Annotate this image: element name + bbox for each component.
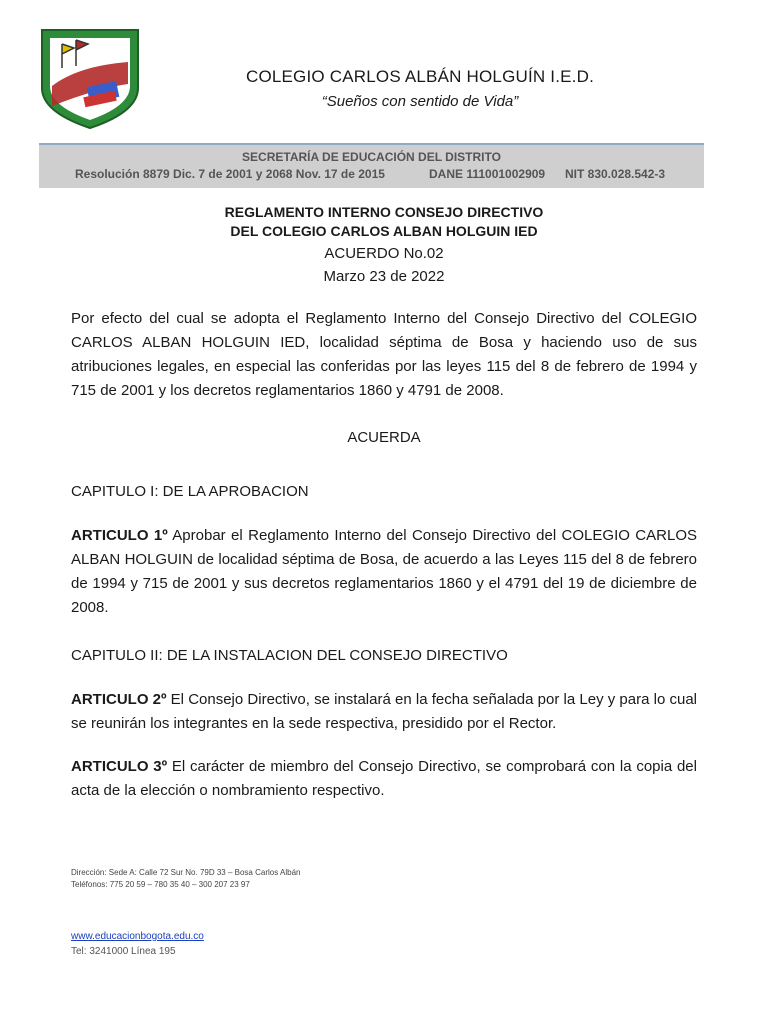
school-motto: “Sueños con sentido de Vida” <box>321 93 519 110</box>
document-title-line1: REGLAMENTO INTERNO CONSEJO DIRECTIVO <box>224 204 544 220</box>
acuerda-heading: ACUERDA <box>347 429 421 446</box>
document-title-line2: DEL COLEGIO CARLOS ALBAN HOLGUIN IED <box>230 223 538 239</box>
school-name: COLEGIO CARLOS ALBÁN HOLGUÍN I.E.D. <box>245 67 595 86</box>
secretaria-title: SECRETARÍA DE EDUCACIÓN DEL DISTRITO <box>242 150 501 164</box>
website-link[interactable]: www.educacionbogota.edu.co <box>71 931 204 942</box>
intro-paragraph: Por efecto del cual se adopta el Reglamento Interno del Consejo Directivo del COLEGIO CARLOS ALBAN HOLGUIN IED, localidad séptima de Bosa y haciendo uso de sus atribuciones legales, en especial las conferidas por las leyes 115 del 8 de febrero de 1994 y 715 de 2001 y los decretos reglamentarios 1860 y 4791 de 2008. <box>71 310 697 399</box>
articulo-1-label: ARTICULO 1º <box>71 527 168 544</box>
articulo-2-text: El Consejo Directivo, se instalará en la fecha señalada por la Ley y para lo cual se reunirán los integrantes en la sede respectiva, presidido por el Rector. <box>71 691 698 732</box>
capitulo-2-heading: CAPITULO II: DE LA INSTALACION DEL CONSEJO DIRECTIVO <box>71 647 508 664</box>
footer-address: Dirección: Sede A: Calle 72 Sur No. 79D 33 – Bosa Carlos Albán <box>71 868 301 877</box>
articulo-3 <box>71 755 697 803</box>
resolucion-text: Resolución 8879 Dic. 7 de 2001 y 2068 Nov. 17 de 2015 <box>75 167 385 181</box>
articulo-2 <box>71 688 697 736</box>
articulo-2-label: ARTICULO 2º <box>71 691 167 708</box>
dane-text: DANE 111001002909 <box>429 167 546 181</box>
articulo-3-text: El carácter de miembro del Consejo Directivo, se comprobará con la copia del acta de la elección o nombramiento respectivo. <box>71 758 697 799</box>
footer-phones: Teléfonos: 775 20 59 – 780 35 40 – 300 207 23 97 <box>71 880 250 889</box>
capitulo-1-heading: CAPITULO I: DE LA APROBACION <box>71 483 309 500</box>
footer-tel: Tel: 3241000 Línea 195 <box>71 946 176 957</box>
acuerdo-date: Marzo 23 de 2022 <box>323 268 445 285</box>
footer-address-block <box>71 867 300 891</box>
articulo-3-label: ARTICULO 3º <box>71 758 168 775</box>
school-logo <box>38 26 142 130</box>
articulo-1 <box>71 524 697 620</box>
acuerdo-number: ACUERDO No.02 <box>324 245 444 262</box>
nit-text: NIT 830.028.542-3 <box>565 167 666 181</box>
articulo-1-text: Aprobar el Reglamento Interno del Consejo Directivo del COLEGIO CARLOS ALBAN HOLGUIN de localidad séptima de Bosa, de acuerdo a las Leyes 115 del 8 de febrero de 1994 y 715 de 2001 y sus decretos reglamentarios 1860 y el 4791 del 19 de diciembre de 2008. <box>71 527 697 616</box>
